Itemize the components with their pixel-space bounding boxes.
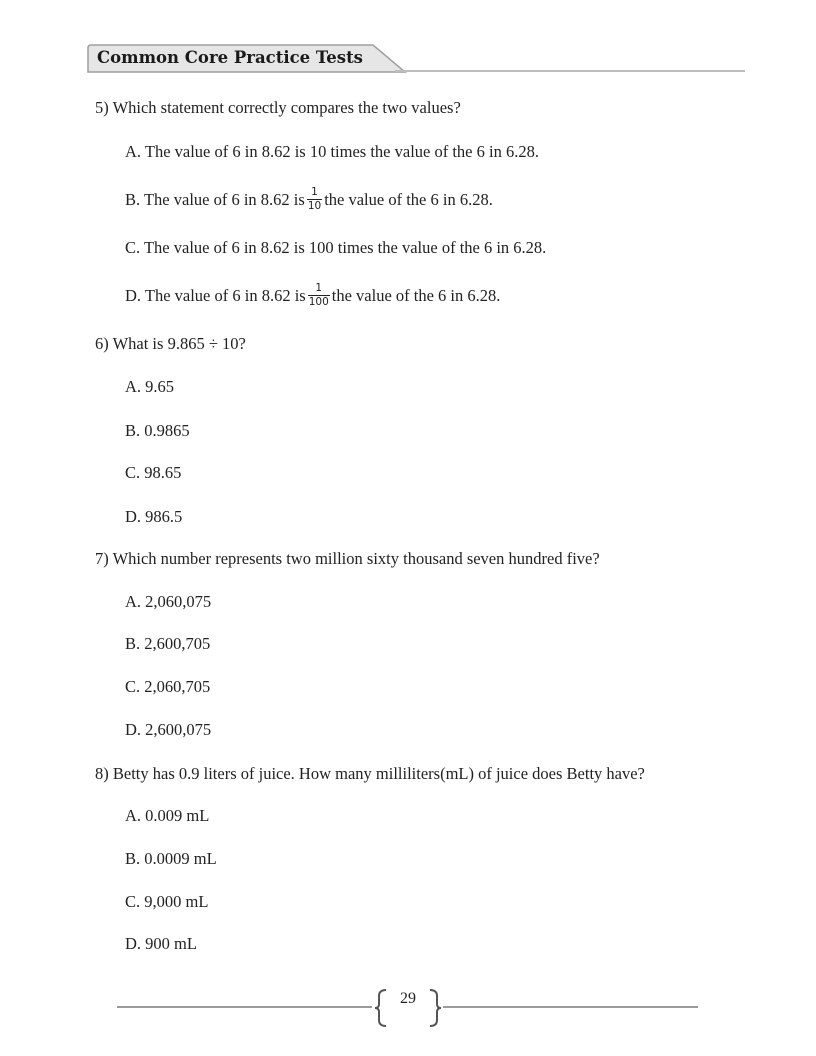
option-letter: B. xyxy=(125,849,141,868)
question-text: Which number represents two million sixty thousand seven hundred five? xyxy=(112,549,600,568)
page-number: 29 xyxy=(400,990,416,1007)
question-6 xyxy=(95,334,246,354)
fraction-denominator: 10 xyxy=(307,199,322,212)
question-5-option-a xyxy=(125,142,539,162)
option-text: The value of 6 in 8.62 is 100 times the value of the 6 in 6.28. xyxy=(143,238,547,257)
question-5 xyxy=(95,98,461,118)
header-rule xyxy=(395,70,745,72)
question-6-option-b xyxy=(125,421,190,441)
option-letter: A. xyxy=(125,377,142,396)
question-text: Which statement correctly compares the two values? xyxy=(112,98,461,117)
option-letter: B. xyxy=(125,189,141,209)
fraction xyxy=(307,187,322,211)
question-5-option-d xyxy=(125,282,501,309)
option-text: The value of 6 in 8.62 is 10 times the value of the 6 in 6.28. xyxy=(144,142,539,161)
option-text: 2,060,075 xyxy=(145,592,212,611)
option-text: The value of 6 in 8.62 is xyxy=(144,285,306,305)
option-letter: A. xyxy=(125,142,142,161)
question-text: Betty has 0.9 liters of juice. How many milliliters(mL) of juice does Betty have? xyxy=(112,764,645,783)
question-8 xyxy=(95,764,645,784)
question-6-option-a xyxy=(125,377,174,397)
question-number: 6) xyxy=(95,334,109,353)
fraction-numerator: 1 xyxy=(307,187,322,200)
option-text: 9.65 xyxy=(145,377,175,396)
question-number: 8) xyxy=(95,764,109,783)
option-text: 900 mL xyxy=(145,934,197,953)
option-letter: C. xyxy=(125,677,141,696)
option-letter: A. xyxy=(125,806,142,825)
option-text-continued: the value of the 6 in 6.28. xyxy=(324,189,493,209)
option-text: 0.9865 xyxy=(144,421,190,440)
option-letter: B. xyxy=(125,421,141,440)
option-letter: C. xyxy=(125,892,141,911)
option-text: 98.65 xyxy=(144,463,182,482)
question-7-option-c xyxy=(125,677,210,697)
question-text: What is 9.865 ÷ 10? xyxy=(112,334,246,353)
option-letter: D. xyxy=(125,507,142,526)
option-text: The value of 6 in 8.62 is xyxy=(143,189,305,209)
option-text: 0.0009 mL xyxy=(144,849,217,868)
question-number: 5) xyxy=(95,98,109,117)
footer-rule-right xyxy=(443,1006,698,1008)
option-text: 0.009 mL xyxy=(145,806,210,825)
question-7-option-d xyxy=(125,720,211,740)
question-8-option-c xyxy=(125,892,208,912)
question-number: 7) xyxy=(95,549,109,568)
right-brace-icon xyxy=(428,988,442,1028)
option-letter: D. xyxy=(125,934,142,953)
option-text: 986.5 xyxy=(145,507,183,526)
option-text: 2,600,075 xyxy=(145,720,212,739)
question-5-option-c xyxy=(125,238,546,258)
option-letter: B. xyxy=(125,634,141,653)
question-7-option-b xyxy=(125,634,210,654)
header-title: Common Core Practice Tests xyxy=(97,48,363,67)
option-letter: D. xyxy=(125,720,142,739)
fraction-numerator: 1 xyxy=(308,283,330,296)
question-8-option-d xyxy=(125,934,197,954)
question-8-option-a xyxy=(125,806,209,826)
question-8-option-b xyxy=(125,849,217,869)
question-5-option-b xyxy=(125,186,493,213)
option-text: 2,060,705 xyxy=(144,677,211,696)
option-letter: D. xyxy=(125,285,142,305)
footer-rule-left xyxy=(117,1006,372,1008)
question-6-option-d xyxy=(125,507,182,527)
option-text-continued: the value of the 6 in 6.28. xyxy=(331,285,501,305)
question-7-option-a xyxy=(125,592,211,612)
option-letter: C. xyxy=(125,463,141,482)
option-letter: C. xyxy=(125,238,141,257)
fraction xyxy=(308,283,330,307)
option-text: 9,000 mL xyxy=(144,892,209,911)
question-7 xyxy=(95,549,600,569)
option-letter: A. xyxy=(125,592,142,611)
question-6-option-c xyxy=(125,463,181,483)
option-text: 2,600,705 xyxy=(144,634,211,653)
fraction-denominator: 100 xyxy=(308,295,329,308)
